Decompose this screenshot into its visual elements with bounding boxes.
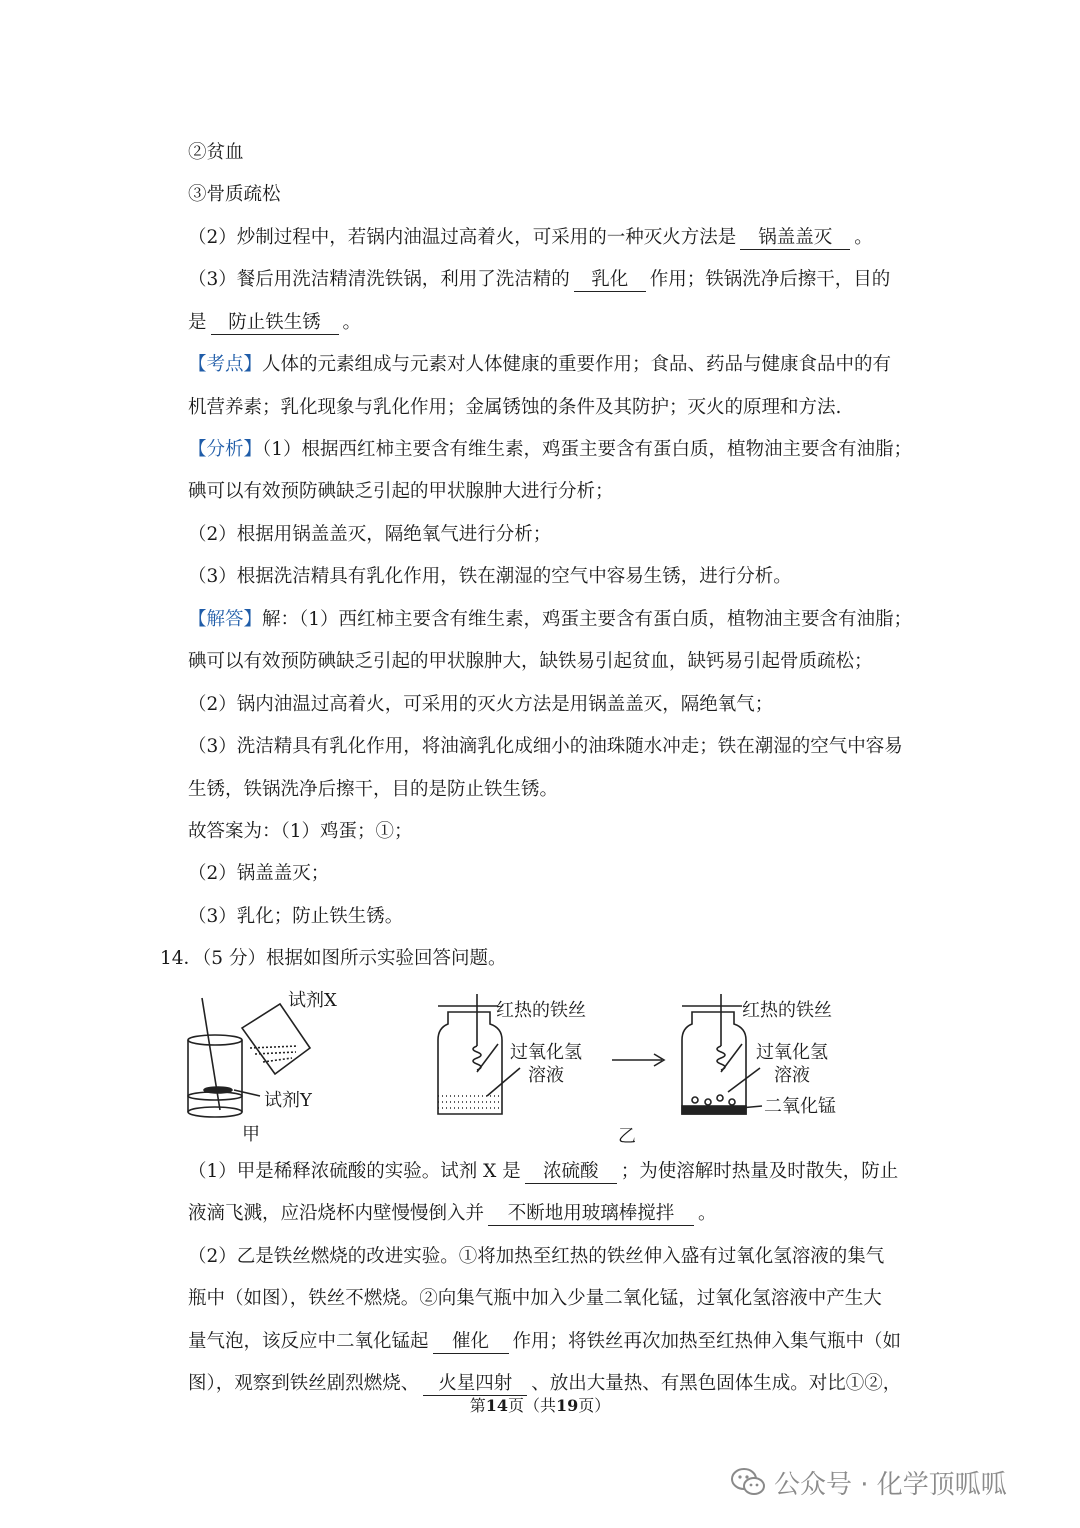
text-segment: 作用；铁锅洗净后擦干，目的 <box>649 269 891 290</box>
reagent-y-label: 试剂Y <box>264 1090 312 1111</box>
text-segment: （2）炒制过程中，若锅内油温过高着火，可采用的一种灭火方法是 <box>188 227 737 248</box>
text-segment: 图），观察到铁丝剧烈燃烧、 <box>188 1373 420 1394</box>
fenxi-line <box>188 437 928 463</box>
text-line: 机营养素；乳化现象与乳化作用；金属锈蚀的条件及其防护；灭火的原理和方法. <box>188 397 842 418</box>
text-line: （2）锅内油温过高着火，可采用的灭火方法是用锅盖盖灭，隔绝氧气； <box>188 694 774 715</box>
question-3-cont <box>188 310 928 336</box>
page-number: 14 <box>485 1396 508 1415</box>
question-14-1 <box>188 1159 928 1185</box>
question-14-2: （2）乙是铁丝燃烧的改进实验。①将加热至红热的铁丝伸入盛有过氧化氢溶液的集气 <box>188 1246 885 1267</box>
answer-blank: 乳化 <box>574 269 646 292</box>
text-line: 碘可以有效预防碘缺乏引起的甲状腺肿大进行分析； <box>188 481 614 502</box>
leader-line <box>234 1090 260 1096</box>
fenxi-tag: 【分析】 <box>188 439 263 460</box>
text-segment: （3）餐后用洗洁精清洗铁锅，利用了洗洁精的 <box>188 269 570 290</box>
pouring-beaker <box>242 1004 310 1074</box>
question-14-title: 14．（5 分）根据如图所示实验回答问题。 <box>160 948 507 969</box>
text-segment: 作用；将铁丝再次加热至红热伸入集气瓶中（如 <box>512 1331 902 1352</box>
text-segment: 。 <box>698 1203 717 1224</box>
answer-blank: 火星四射 <box>423 1373 527 1396</box>
label-jia: 甲 <box>242 1124 260 1145</box>
hot-wire-label: 红热的铁丝 <box>742 1000 832 1021</box>
text-segment: （1）甲是稀释浓硫酸的实验。试剂 X 是 <box>188 1161 521 1182</box>
question-2 <box>188 225 928 251</box>
answer-blank: 锅盖盖灭 <box>740 227 850 250</box>
footer-text: 页） <box>578 1396 611 1415</box>
text-line: （3）根据洗洁精具有乳化作用，铁在潮湿的空气中容易生锈，进行分析。 <box>188 566 792 587</box>
text-line <box>188 1329 928 1355</box>
experiment-figure <box>180 988 860 1148</box>
text-segment: 。 <box>342 312 362 333</box>
text-line <box>188 1371 928 1397</box>
text-segment: 液滴飞溅，应沿烧杯内壁慢慢倒入并 <box>188 1203 485 1224</box>
text-line: 生锈，铁锅洗净后擦干，目的是防止铁生锈。 <box>188 779 559 800</box>
question-3 <box>188 267 928 293</box>
jieda-line <box>188 607 928 633</box>
text-line: （3）洗洁精具有乳化作用，将油滴乳化成细小的油珠随水冲走；铁在潮湿的空气中容易 <box>188 736 903 757</box>
text-line: （3）乳化；防止铁生锈。 <box>188 906 404 927</box>
beaker-jia <box>188 998 242 1117</box>
kaodian-line <box>188 352 928 378</box>
answer-blank: 浓硫酸 <box>525 1161 617 1184</box>
total-pages: 19 <box>556 1396 579 1415</box>
mno2-label: 二氧化锰 <box>764 1096 836 1117</box>
text-segment: 。 <box>854 227 873 248</box>
text-segment: （1）根据西红柿主要含有维生素，鸡蛋主要含有蛋白质，植物油主要含有油脂； <box>262 439 913 460</box>
solution-label: 溶液 <box>774 1065 810 1086</box>
text-line: 碘可以有效预防碘缺乏引起的甲状腺肿大，缺铁易引起贫血，缺钙易引起骨质疏松； <box>188 651 873 672</box>
text-segment: ；为使溶解时热量及时散失，防止 <box>620 1161 899 1182</box>
text-line: ②贫血 <box>188 142 244 163</box>
watermark <box>730 1462 1007 1502</box>
reagent-x-label: 试剂X <box>288 990 337 1011</box>
question-14-1-cont <box>188 1201 928 1227</box>
text-line: （2）锅盖盖灭； <box>188 863 330 884</box>
answer-blank: 防止铁生锈 <box>211 312 339 335</box>
answer-blank: 不断地用玻璃棒搅拌 <box>488 1203 694 1226</box>
footer-text: 第 <box>469 1396 486 1415</box>
text-segment: 解：（1）西红柿主要含有维生素，鸡蛋主要含有蛋白质，植物油主要含有油脂； <box>262 609 913 630</box>
solution-label: 溶液 <box>528 1065 564 1086</box>
text-segment: 量气泡，该反应中二氧化锰起 <box>188 1331 429 1352</box>
text-line: 瓶中（如图），铁丝不燃烧。②向集气瓶中加入少量二氧化锰，过氧化氢溶液中产生大 <box>188 1288 882 1309</box>
wechat-icon <box>730 1467 766 1497</box>
text-segment: 是 <box>188 312 207 333</box>
footer-text: 页（共 <box>507 1396 556 1415</box>
watermark-text: 公众号 · 化学顶呱呱 <box>774 1469 1007 1500</box>
h2o2-label: 过氧化氢 <box>510 1042 582 1063</box>
kaodian-tag: 【考点】 <box>188 354 263 375</box>
hot-wire-label: 红热的铁丝 <box>496 1000 586 1021</box>
text-line: （2）根据用锅盖盖灭，隔绝氧气进行分析； <box>188 524 552 545</box>
text-line: 故答案为：（1）鸡蛋；①； <box>188 821 413 842</box>
text-line: ③骨质疏松 <box>188 184 281 205</box>
label-yi: 乙 <box>618 1126 636 1147</box>
page-footer <box>0 1396 1080 1416</box>
jieda-tag: 【解答】 <box>188 609 263 630</box>
answer-blank: 催化 <box>433 1331 509 1354</box>
text-segment: 、放出大量热、有黑色固体生成。对比①②， <box>531 1373 902 1394</box>
text-segment: 人体的元素组成与元素对人体健康的重要作用；食品、药品与健康食品中的有 <box>262 354 892 375</box>
h2o2-label: 过氧化氢 <box>756 1042 828 1063</box>
